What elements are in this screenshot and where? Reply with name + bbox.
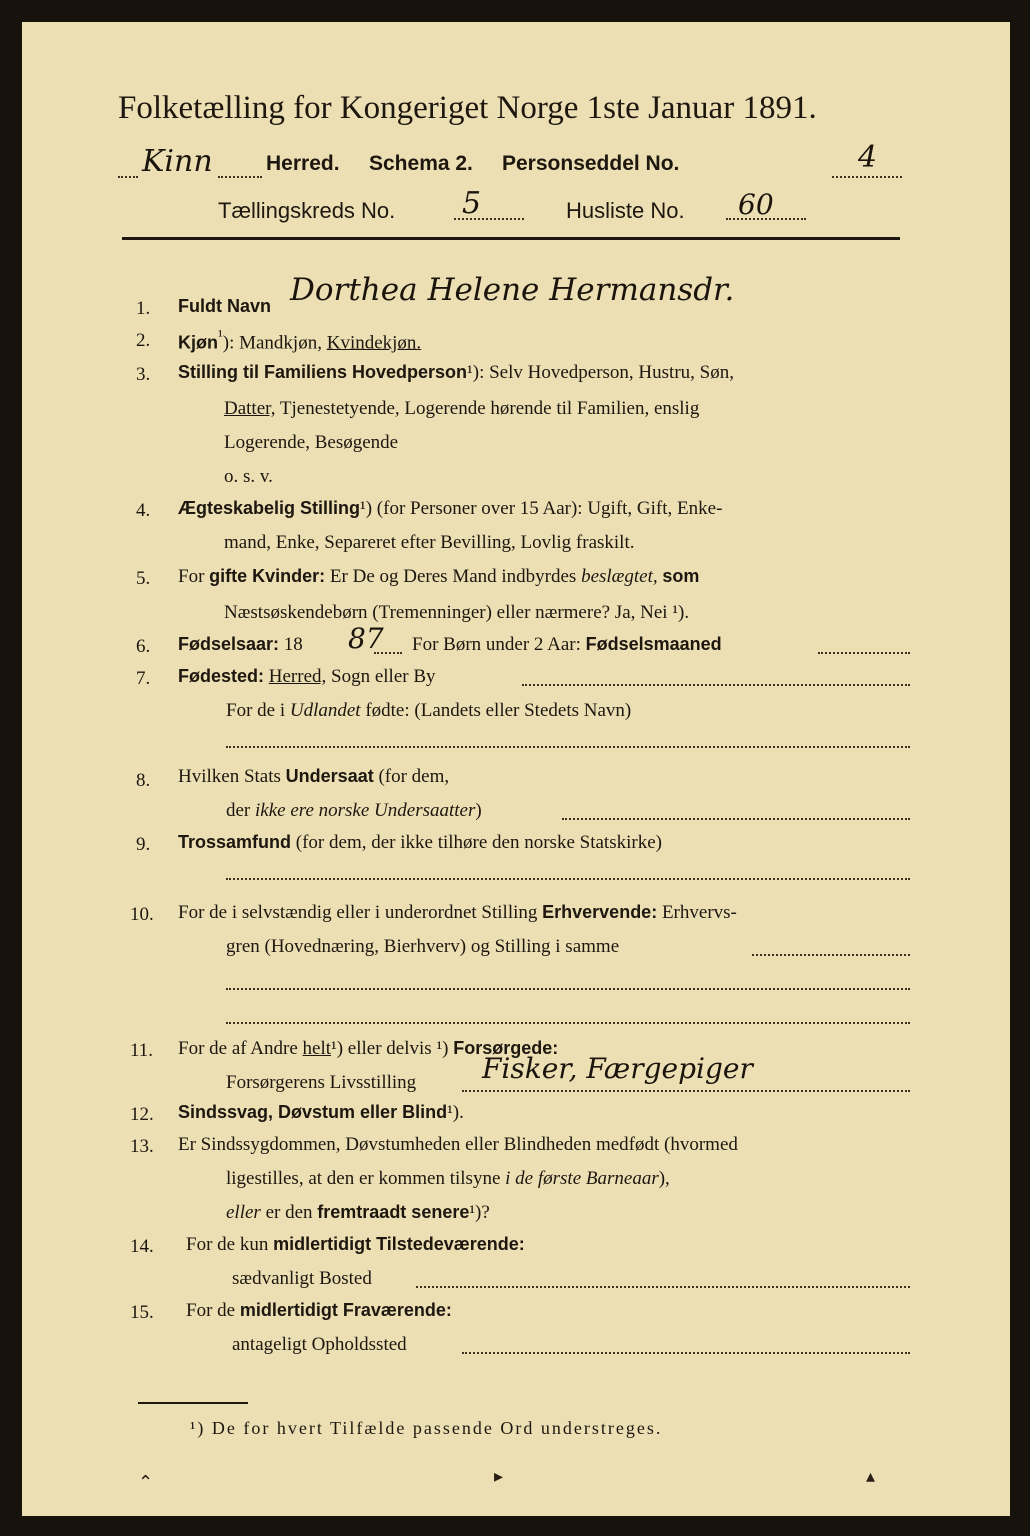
q13-line3 xyxy=(226,1202,490,1224)
q3-label: Stilling til Familiens Hovedperson xyxy=(178,362,468,382)
q5-line2: Næstsøskendebørn (Tremenninger) eller nærmere? Ja, Nei ¹). xyxy=(224,602,690,623)
q7-italic: Udlandet xyxy=(289,700,361,721)
q7-number: 7. xyxy=(136,668,151,689)
q7-line2a: For de i xyxy=(226,700,286,721)
census-form xyxy=(22,22,1010,1516)
herred-dots xyxy=(118,176,138,178)
husliste-label: Husliste No. xyxy=(566,198,685,223)
q14-dots xyxy=(416,1286,910,1288)
q6-label: Fødselsaar: xyxy=(178,634,280,654)
q11-line2: Forsørgerens Livsstilling xyxy=(226,1072,417,1093)
q7-rest: Sogn eller By xyxy=(331,666,436,687)
q8-italic: ikke ere norske Undersaatter xyxy=(255,800,476,821)
q6-prefix: 18 xyxy=(283,634,303,655)
q7-dots xyxy=(522,684,910,686)
q7-dots-2 xyxy=(226,746,910,748)
corner-mark-left: ⌃ xyxy=(138,1472,154,1492)
q13-number: 13. xyxy=(130,1136,154,1157)
q7-label: Fødested: xyxy=(178,666,265,686)
q9-line1-text: (for dem, der ikke tilhøre den norske Statskirke) xyxy=(295,832,662,853)
q3-line4: o. s. v. xyxy=(224,466,273,487)
q6-dots-2 xyxy=(818,652,910,654)
q2-selected: Kvindekjøn. xyxy=(326,332,422,354)
q3-line3: Logerende, Besøgende xyxy=(224,432,399,453)
q15-line1 xyxy=(186,1300,452,1322)
q7-line2 xyxy=(226,700,631,722)
q12-label: Sindssvag, Døvstum eller Blind xyxy=(178,1102,448,1122)
q11-label: Forsørgede: xyxy=(453,1038,559,1058)
q1-label: Fuldt Navn xyxy=(178,296,271,316)
q7-line2b: fødte: (Landets eller Stedets Navn) xyxy=(365,700,632,721)
q8-line1a: Hvilken Stats xyxy=(178,766,281,787)
q2-rest: ): Mandkjøn, xyxy=(222,332,322,354)
header-rule xyxy=(122,237,900,240)
q9-number: 9. xyxy=(136,834,151,855)
kreds-label: Tællingskreds No. xyxy=(218,198,396,223)
q15-dots xyxy=(462,1352,910,1354)
q11-line1b: ¹) eller delvis ¹) xyxy=(331,1038,449,1059)
footnote: ¹) De for hvert Tilfælde passende Ord understreges. xyxy=(190,1418,663,1438)
q9-label: Trossamfund xyxy=(178,832,292,852)
q11-dots xyxy=(462,1090,910,1092)
q3-line2 xyxy=(224,398,699,420)
q13-label: fremtraadt senere xyxy=(317,1202,470,1222)
q6-line xyxy=(178,634,303,656)
q10-line1b: Erhvervs- xyxy=(661,902,737,923)
q14-line2: sædvanligt Bosted xyxy=(232,1268,372,1289)
q6-mid xyxy=(412,634,722,656)
q4-label: Ægteskabelig Stilling xyxy=(178,498,361,518)
husliste-value: 60 xyxy=(738,188,774,221)
q5-label: gifte Kvinder: xyxy=(209,566,326,586)
q10-number: 10. xyxy=(130,904,154,925)
q13-line2: ligestilles, at den er kommen tilsyne i de første Barneaar), xyxy=(226,1168,670,1189)
q7-selected: Herred, xyxy=(268,666,327,687)
q6-value: 87 xyxy=(348,622,384,655)
q11-value: Fisker, Færgepiger xyxy=(482,1052,753,1085)
q2-label: Kjøn xyxy=(178,332,218,353)
q3-line1 xyxy=(178,362,734,384)
q6-mid-text: For Børn under 2 Aar: xyxy=(412,634,581,655)
husliste-dots xyxy=(726,218,806,220)
q12-sup: ¹). xyxy=(447,1102,464,1123)
q8-dots xyxy=(562,818,910,820)
q11-line1a: For de af Andre xyxy=(178,1038,298,1059)
q13-line2a: ligestilles, at den er kommen tilsyne xyxy=(226,1168,501,1189)
personseddel-label: Personseddel No. xyxy=(502,152,680,175)
form-title: Folketælling for Kongeriget Norge 1ste Januar 1891. xyxy=(118,90,817,126)
q5-pre: For xyxy=(178,566,205,587)
q13-line3a: er den xyxy=(265,1202,313,1223)
q8-line1b: (for dem, xyxy=(378,766,450,787)
corner-mark-center: ▸ xyxy=(494,1466,504,1486)
footnote-rule xyxy=(138,1402,248,1404)
q7-line1 xyxy=(178,666,436,688)
q2-text xyxy=(178,328,421,354)
personseddel-dots xyxy=(832,176,902,178)
q13-italic: i de første Barneaar xyxy=(505,1168,659,1189)
q10-label: Erhvervende: xyxy=(542,902,658,922)
q10-line1-text: For de i selvstændig eller i underordnet Stilling xyxy=(178,902,538,923)
q3-selected: Datter, xyxy=(224,398,276,419)
q8-number: 8. xyxy=(136,770,151,791)
q2-number: 2. xyxy=(136,330,151,351)
q13-line3b: ¹)? xyxy=(469,1202,490,1223)
q11-number: 11. xyxy=(130,1040,154,1061)
q6-number: 6. xyxy=(136,636,151,657)
q4-line1 xyxy=(178,498,722,520)
q8-line1 xyxy=(178,766,449,788)
q2-sup: ¹ xyxy=(218,328,223,345)
q1-number: 1. xyxy=(136,298,151,319)
q8-line2: der ikke ere norske Undersaatter) xyxy=(226,800,482,821)
q5-line1-text: Er De og Deres Mand indbyrdes xyxy=(329,566,577,587)
q8-line2a: der xyxy=(226,800,251,821)
q9-dots xyxy=(226,878,910,880)
q15-line2: antageligt Opholdssted xyxy=(232,1334,407,1355)
kreds-dots xyxy=(454,218,524,220)
q10-dots xyxy=(752,954,910,956)
q14-number: 14. xyxy=(130,1236,154,1257)
q10-line2: gren (Hovednæring, Bierhverv) og Stilling i samme xyxy=(226,936,620,957)
q6-label2: Fødselsmaaned xyxy=(585,634,722,654)
q12-number: 12. xyxy=(130,1104,154,1125)
kreds-value: 5 xyxy=(462,186,482,221)
q14-label: midlertidigt Tilstedeværende: xyxy=(273,1234,525,1254)
herred-value: Kinn xyxy=(142,144,213,179)
q4-number: 4. xyxy=(136,500,151,521)
q4-line1-text: ¹) (for Personer over 15 Aar): Ugift, Gift, Enke- xyxy=(360,498,723,519)
q5-italic: beslægtet, xyxy=(581,566,658,587)
q10-dots-3 xyxy=(226,1022,910,1024)
herred-label: Herred. xyxy=(266,152,340,175)
q10-line1 xyxy=(178,902,737,924)
q12-line xyxy=(178,1102,464,1124)
q3-line2-text: Tjenestetyende, Logerende hørende til Familien, enslig xyxy=(279,398,700,419)
q5-som: som xyxy=(662,566,700,586)
q15-pre: For de xyxy=(186,1300,236,1321)
q11-selected: helt xyxy=(302,1038,332,1059)
q3-line1-text: ¹): Selv Hovedperson, Hustru, Søn, xyxy=(467,362,734,383)
q5-line1 xyxy=(178,566,699,588)
corner-mark-right: ▴ xyxy=(866,1466,876,1486)
q1-value: Dorthea Helene Hermansdr. xyxy=(290,272,735,308)
q9-line1 xyxy=(178,832,662,854)
q15-number: 15. xyxy=(130,1302,154,1323)
q13-line1: Er Sindssygdommen, Døvstumheden eller Blindheden medfødt (hvormed xyxy=(178,1134,738,1155)
q15-label: midlertidigt Fraværende: xyxy=(239,1300,452,1320)
q6-dots xyxy=(374,652,402,654)
q13-italic-2: eller xyxy=(226,1202,261,1223)
q8-label: Undersaat xyxy=(285,766,374,786)
q14-line1 xyxy=(186,1234,525,1256)
q10-dots-2 xyxy=(226,988,910,990)
herred-dots-2 xyxy=(218,176,262,178)
schema-label: Schema 2. xyxy=(369,152,473,175)
q4-line2: mand, Enke, Separeret efter Bevilling, Lovlig fraskilt. xyxy=(224,532,635,553)
q5-number: 5. xyxy=(136,568,151,589)
q3-number: 3. xyxy=(136,364,151,385)
q14-pre: For de kun xyxy=(186,1234,269,1255)
personseddel-value: 4 xyxy=(858,140,878,175)
